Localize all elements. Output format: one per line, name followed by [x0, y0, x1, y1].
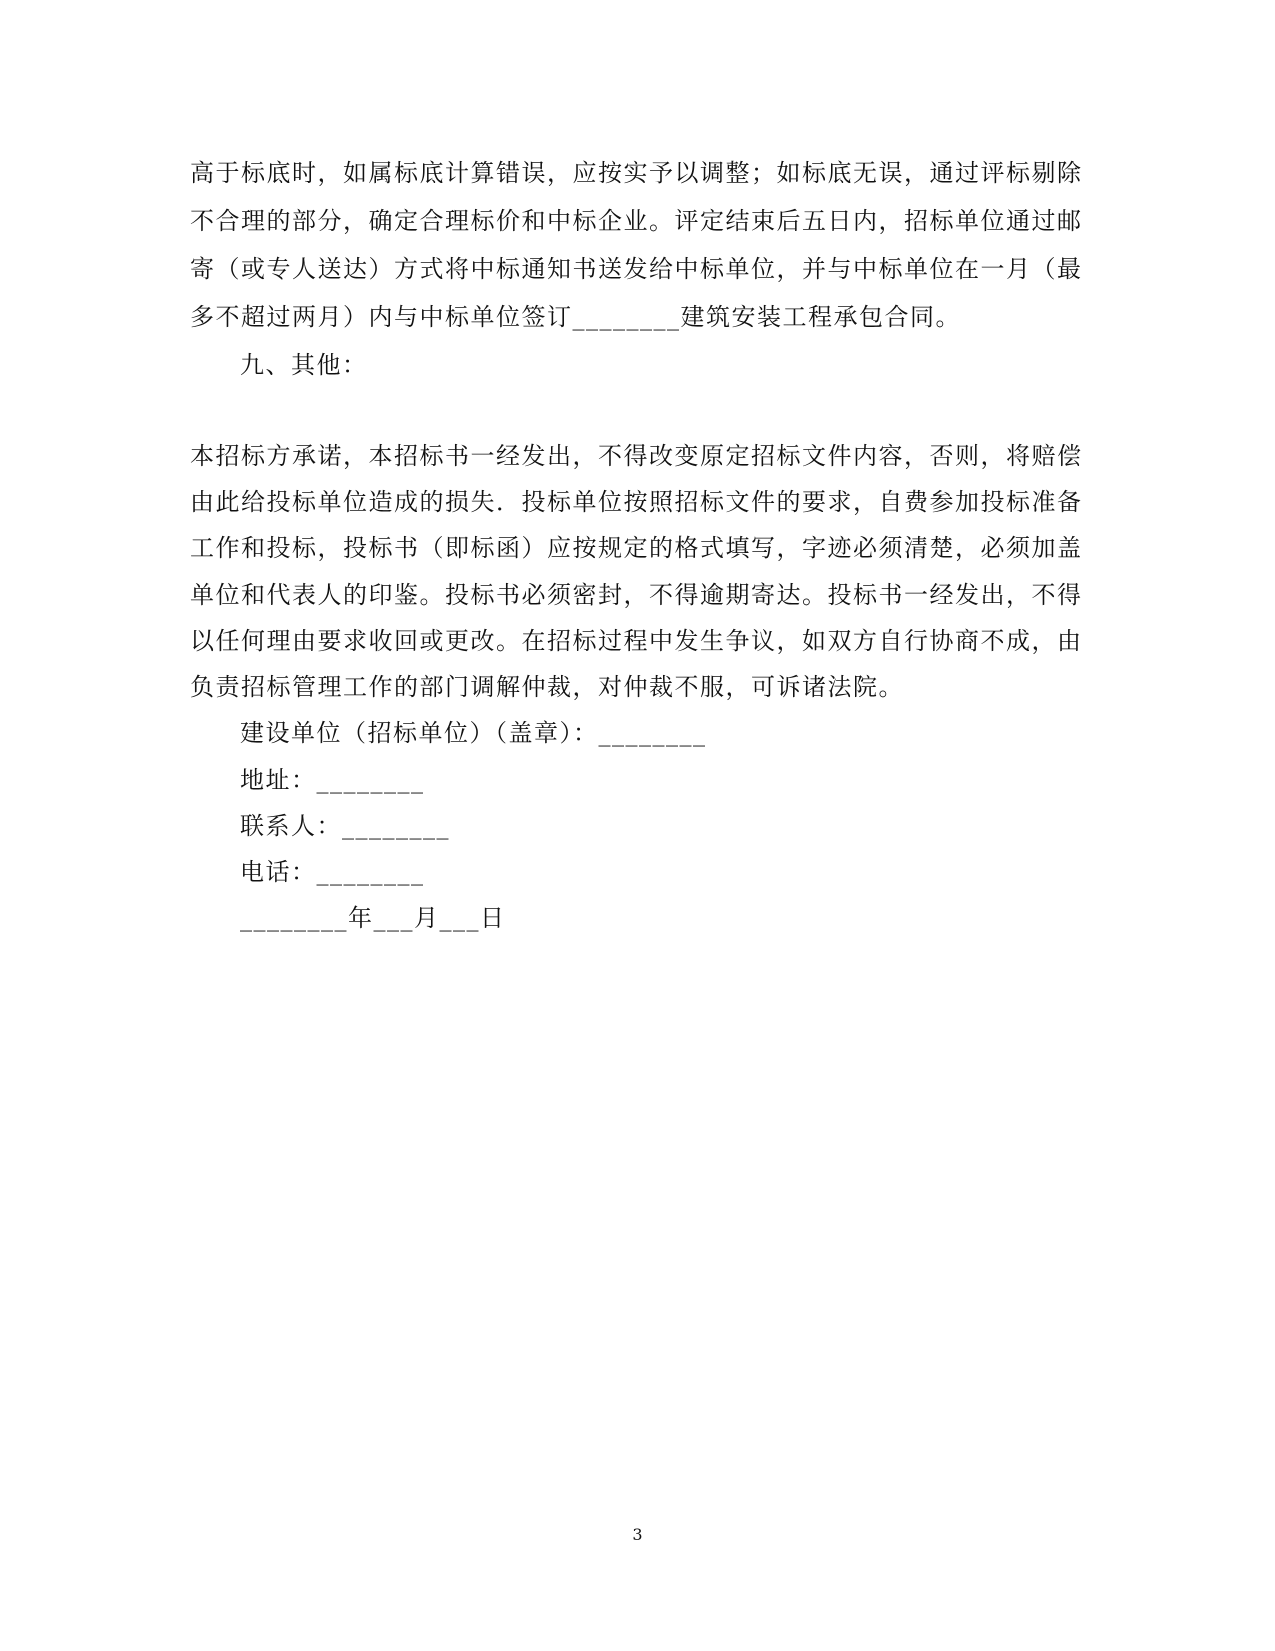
paragraph-line: 寄（或专人送达）方式将中标通知书送发给中标单位，并与中标单位在一月（最 — [190, 255, 1083, 283]
paragraph-line: 单位和代表人的印鉴。投标书必须密封，不得逾期寄达。投标书一经发出，不得 — [190, 581, 1083, 609]
signature-address: 地址：________ — [240, 766, 425, 794]
paragraph-line: 高于标底时，如属标底计算错误，应按实予以调整；如标底无误，通过评标剔除 — [190, 159, 1083, 187]
signature-date: ________年___月___日 — [240, 904, 506, 932]
page-number: 3 — [632, 1525, 643, 1544]
paragraph-line: 工作和投标，投标书（即标函）应按规定的格式填写，字迹必须清楚，必须加盖 — [190, 534, 1083, 562]
section-heading: 九、其他： — [240, 351, 368, 379]
paragraph-line: 以任何理由要求收回或更改。在招标过程中发生争议，如双方自行协商不成，由 — [190, 627, 1083, 655]
signature-unit: 建设单位（招标单位）（盖章）：________ — [240, 719, 707, 747]
signature-contact: 联系人：________ — [240, 812, 450, 840]
paragraph-line: 不合理的部分，确定合理标价和中标企业。评定结束后五日内，招标单位通过邮 — [190, 207, 1083, 235]
paragraph-line: 由此给投标单位造成的损失．投标单位按照招标文件的要求，自费参加投标准备 — [190, 488, 1083, 516]
signature-phone: 电话：________ — [240, 858, 425, 886]
paragraph-line: 本招标方承诺，本招标书一经发出，不得改变原定招标文件内容，否则，将赔偿 — [190, 442, 1083, 470]
paragraph-line: 多不超过两月）内与中标单位签订________建筑安装工程承包合同。 — [190, 303, 961, 331]
paragraph-line: 负责招标管理工作的部门调解仲裁，对仲裁不服，可诉诸法院。 — [190, 673, 904, 701]
